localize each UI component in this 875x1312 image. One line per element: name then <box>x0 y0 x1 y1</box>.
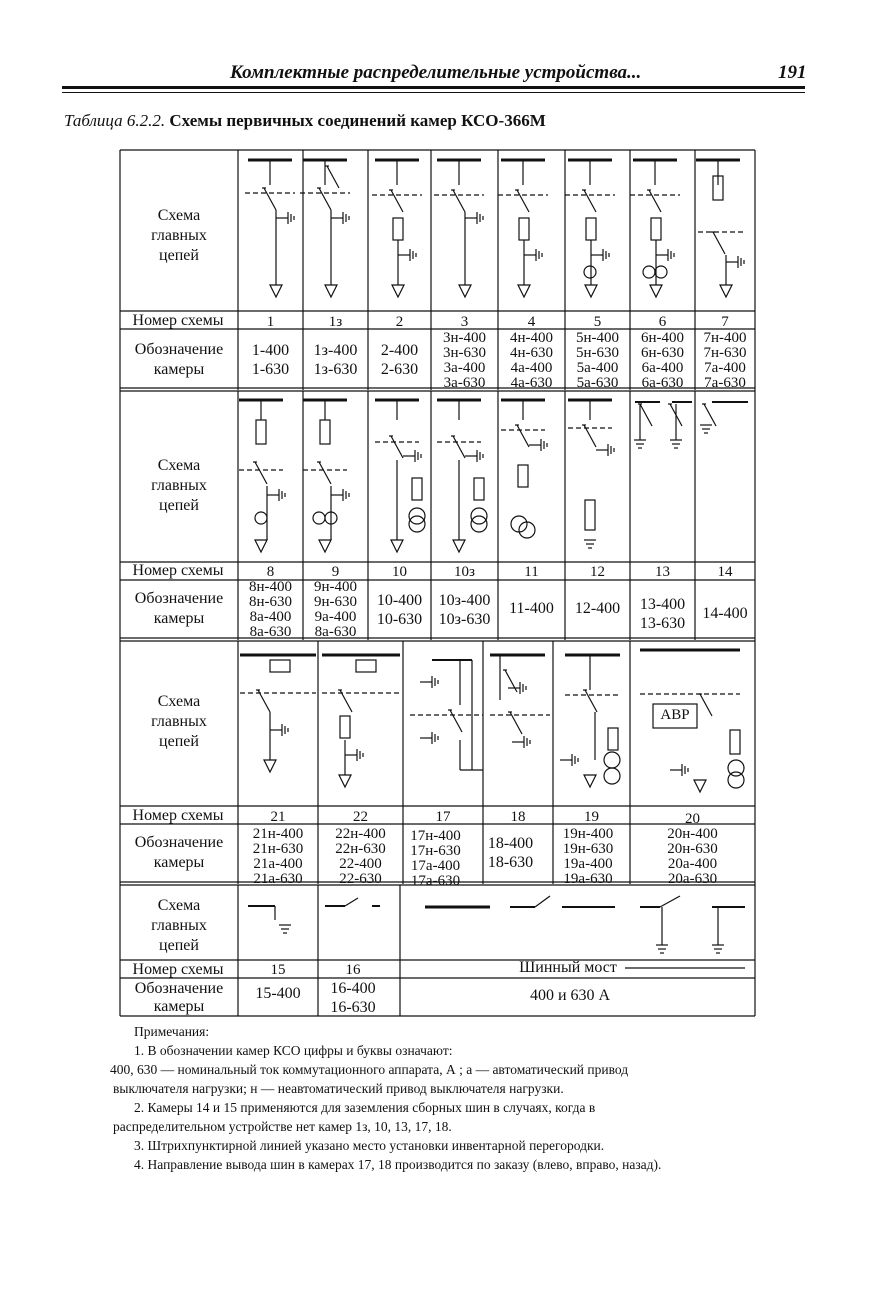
fuse-symbol <box>340 716 350 738</box>
scheme-number: 14 <box>717 564 733 580</box>
switch-blade-line <box>319 462 331 484</box>
switch-blade-line <box>700 694 712 716</box>
scheme-number: 13 <box>655 564 670 580</box>
transformer-symbol <box>728 772 744 788</box>
number-row-label-1: Номер схемы <box>132 312 224 329</box>
scheme-number: 18 <box>510 809 526 825</box>
fuse-symbol <box>393 218 403 240</box>
cable-terminal-symbol <box>255 540 267 552</box>
designation-cell: 19н-400 19н-630 19а-400 19а-630 <box>562 826 614 887</box>
cable-terminal-symbol <box>720 285 732 297</box>
scheme-number: 11 <box>524 564 539 580</box>
transformer-symbol <box>604 768 620 784</box>
scheme-number: 7 <box>721 314 729 330</box>
scheme-number: 22 <box>353 809 368 825</box>
fuse-symbol <box>320 420 330 444</box>
note-line: 3. Штрихпунктирной линией указано место установки инвентарной перегородки. <box>134 1138 605 1153</box>
running-header-title: Комплектные распределительные устройства... <box>230 62 642 83</box>
switch-blade-line <box>517 425 529 447</box>
designation-cell: 21н-400 21н-630 21а-400 21а-630 <box>252 826 304 887</box>
switch-blade-line <box>640 404 652 426</box>
scheme-number: 21 <box>270 809 286 825</box>
designation-cell: 7н-400 7н-630 7а-400 7а-630 <box>703 330 747 391</box>
switch-blade-line <box>704 404 716 426</box>
scheme-number: 4 <box>527 314 536 330</box>
number-row-label-2: Номер схемы <box>132 562 224 579</box>
schematic-line <box>345 898 358 906</box>
designation-cell: 5н-400 5н-630 5а-400 5а-630 <box>575 330 620 391</box>
cable-terminal-symbol <box>264 760 276 772</box>
page-number: 191 <box>778 62 807 83</box>
designation-cell: 2-400 2-630 <box>380 342 419 378</box>
switch-blade-line <box>450 710 462 732</box>
designation-row-label-4: Обозначение камеры <box>134 980 224 1015</box>
designation-cell: 10-400 10-630 <box>376 592 423 628</box>
designation-cell: 11-400 <box>509 600 554 617</box>
cable-terminal-symbol <box>391 540 403 552</box>
designation-cell: 8н-400 8н-630 8а-400 8а-630 <box>248 579 293 640</box>
designation-cell: 13-400 13-630 <box>639 596 686 632</box>
breaker-symbol <box>270 660 290 672</box>
transformer-symbol <box>584 266 596 278</box>
designation-cell: 15-400 <box>255 985 301 1002</box>
scheme-number: 12 <box>590 564 605 580</box>
cable-terminal-symbol <box>453 540 465 552</box>
transformer-symbol <box>255 512 267 524</box>
designation-cell: 1-400 1-630 <box>251 342 290 378</box>
note-line: 400, 630 — номинальный ток коммутационного аппарата, А ; а — автоматический привод <box>110 1062 629 1077</box>
switch-blade-line <box>517 190 529 212</box>
switch-blade-line <box>584 190 596 212</box>
cable-terminal-symbol <box>459 285 471 297</box>
switch-blade-line <box>453 436 465 458</box>
designation-cell: 12-400 <box>574 600 621 617</box>
switch-blade-line <box>453 190 465 212</box>
designation-cell: 10з-400 10з-630 <box>438 592 491 628</box>
designation-cell: 22н-400 22н-630 22-400 22-630 <box>335 826 386 887</box>
scheme-row-label-4: Схема главных цепей <box>151 897 207 954</box>
fuse-symbol <box>586 218 596 240</box>
scheme-number: 10 <box>392 564 407 580</box>
schematic-line <box>660 896 680 907</box>
scheme-number: 3 <box>460 314 469 330</box>
note-line: 2. Камеры 14 и 15 применяются для заземления сборных шин в случаях, когда в <box>134 1100 596 1115</box>
cable-terminal-symbol <box>325 285 337 297</box>
switch-blade-line <box>585 690 597 712</box>
scheme-row-label-3: Схема главных цепей <box>151 693 207 750</box>
note-line: распределительном устройстве нет камер 1з, 10, 13, 17, 18. <box>113 1119 452 1134</box>
designation-cell: 14-400 <box>702 605 748 622</box>
cable-terminal-symbol <box>319 540 331 552</box>
scheme-number: 5 <box>593 314 602 330</box>
schematic-line <box>535 896 550 907</box>
fuse-symbol <box>256 420 266 444</box>
scheme-number: 6 <box>658 314 667 330</box>
fuse-symbol <box>585 500 595 530</box>
designation-cell: 4н-400 4н-630 4а-400 4а-630 <box>509 330 554 391</box>
fuse-symbol <box>730 730 740 754</box>
breaker-symbol <box>356 660 376 672</box>
cable-terminal-symbol <box>585 285 597 297</box>
scheme-number: 2 <box>395 314 404 330</box>
scheme-number: 20 <box>685 811 700 827</box>
cable-terminal-symbol <box>518 285 530 297</box>
cable-terminal-symbol <box>694 780 706 792</box>
fuse-symbol <box>474 478 484 500</box>
switch-blade-line <box>391 436 403 458</box>
scheme-row-label-1: Схема главных цепей <box>151 207 207 264</box>
designation-cell: 20н-400 20н-630 20а-400 20а-630 <box>667 826 718 887</box>
note-line: выключателя нагрузки; н — неавтоматический привод выключателя нагрузки. <box>113 1081 564 1096</box>
cable-terminal-symbol <box>270 285 282 297</box>
switch-blade-line <box>505 670 517 692</box>
cable-terminal-symbol <box>392 285 404 297</box>
designation-cell: 1з-400 1з-630 <box>313 342 358 378</box>
switch-blade-line <box>391 190 403 212</box>
designation-row-label-2: Обозначение камеры <box>134 590 224 627</box>
scheme-row-label-2: Схема главных цепей <box>151 457 207 514</box>
table-notes <box>110 1022 814 1174</box>
transformer-symbol <box>643 266 655 278</box>
scheme-number: 1з <box>328 314 343 330</box>
designation-row-label-3: Обозначение камеры <box>134 834 224 871</box>
designation-cell: 3н-400 3н-630 3а-400 3а-630 <box>442 330 487 391</box>
designation-cell: 9н-400 9н-630 9а-400 8а-630 <box>313 579 358 640</box>
scheme-number: 15 <box>270 962 286 978</box>
cable-terminal-symbol <box>584 775 596 787</box>
scheme-number: 1 <box>266 314 275 330</box>
cable-terminal-symbol <box>339 775 351 787</box>
notes-heading: Примечания: <box>134 1024 210 1039</box>
table-caption-prefix: Таблица 6.2.2. <box>64 111 166 130</box>
note-line: 4. Направление вывода шин в камерах 17, 18 производится по заказу (влево, вправо, назад). <box>134 1157 662 1172</box>
designation-row-label-1: Обозначение камеры <box>134 341 224 378</box>
note-line: 1. В обозначении камер КСО цифры и буквы означают: <box>134 1043 453 1058</box>
fuse-symbol <box>519 218 529 240</box>
designation-cell: 17н-400 17н-630 17а-400 17а-630 <box>410 828 461 889</box>
number-row-label-3: Номер схемы <box>132 807 224 824</box>
bridge-designation: 400 и 630 А <box>529 987 611 1004</box>
fuse-symbol <box>518 465 528 487</box>
designation-cell: 16-400 16-630 <box>330 980 376 1016</box>
designation-cell: 18-400 18-630 <box>487 835 534 871</box>
transformer-symbol <box>313 512 325 524</box>
transformer-symbol <box>655 266 667 278</box>
scheme-number: 19 <box>584 809 599 825</box>
scheme-number: 10з <box>454 564 475 580</box>
designation-cell: 6н-400 6н-630 6а-400 6а-630 <box>640 330 685 391</box>
scheme-number: 16 <box>345 962 361 978</box>
fuse-symbol <box>608 728 618 750</box>
fuse-symbol <box>412 478 422 500</box>
scheme-number: 9 <box>331 564 340 580</box>
number-row-label-4: Номер схемы <box>132 961 224 978</box>
switch-blade-line <box>649 190 661 212</box>
switch-blade-line <box>713 232 725 254</box>
transformer-symbol <box>604 752 620 768</box>
table-caption-title: Схемы первичных соединений камер КСО-366М <box>169 111 546 130</box>
scheme-number: 17 <box>435 809 451 825</box>
bridge-label: Шинный мост <box>519 959 617 976</box>
switch-blade-line <box>319 188 331 210</box>
scheme-number: 8 <box>266 564 275 580</box>
switch-blade-line <box>327 166 339 188</box>
switch-blade-line <box>264 188 276 210</box>
avr-label: АВР <box>660 707 690 723</box>
cable-terminal-symbol <box>650 285 662 297</box>
fuse-symbol <box>651 218 661 240</box>
switch-blade-line <box>255 462 267 484</box>
